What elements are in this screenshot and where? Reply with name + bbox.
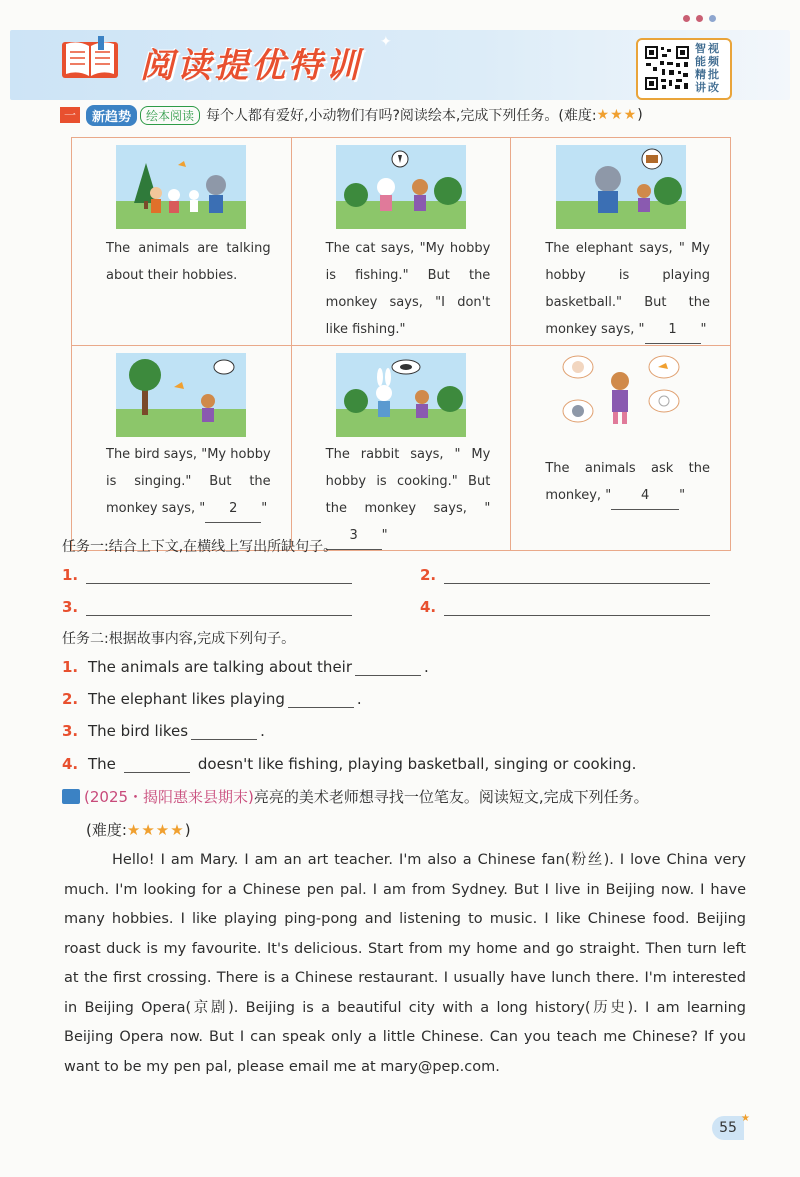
panel-text-part: " <box>261 501 268 516</box>
task2-blank-2[interactable] <box>288 693 354 708</box>
task2-text: . <box>260 722 265 740</box>
dot-decoration <box>709 15 716 22</box>
dot-decoration <box>696 15 703 22</box>
difficulty-close: ) <box>184 821 191 839</box>
story-panel <box>72 138 292 346</box>
answer-number: 1. <box>62 566 79 584</box>
section2-difficulty <box>86 819 191 840</box>
qr-char: 智 <box>695 42 706 55</box>
panel-text <box>511 455 730 510</box>
task2-heading: 任务二:根据故事内容,完成下列句子。 <box>62 631 296 647</box>
panel-text <box>511 235 730 344</box>
story-panel <box>72 346 292 551</box>
answer-line-3[interactable] <box>86 599 352 616</box>
qr-code-icon[interactable] <box>644 45 690 91</box>
story-panel <box>511 346 731 551</box>
difficulty-stars: ★★★ <box>596 107 638 123</box>
panel-text-part: The animals ask the monkey, " <box>545 461 710 503</box>
panel-text-part: The bird says, "My hobby is singing." But the monkey says, " <box>106 447 271 516</box>
page-title: 阅读提优特训 <box>140 46 362 86</box>
qr-panel[interactable] <box>636 38 732 100</box>
page-number: 55 <box>712 1116 744 1140</box>
qr-char: 精 <box>695 68 706 81</box>
answer-blank-1[interactable]: 1 <box>645 316 701 344</box>
answer-blank-4[interactable]: 4 <box>611 482 679 510</box>
task2-text: The elephant likes playing <box>88 690 285 708</box>
panel-text-part: " <box>381 528 388 543</box>
section-number: 一 <box>60 107 80 123</box>
difficulty-stars: ★★★★ <box>126 821 185 839</box>
panel-text-part: " <box>679 488 686 503</box>
animals-ask-monkey-picture <box>556 353 686 437</box>
answer-blank-3[interactable]: 3 <box>326 522 382 550</box>
panel-text: The animals are talking about their hobbies. <box>106 241 271 283</box>
elephant-basketball-picture <box>556 145 686 229</box>
star-icon: ★ <box>741 1113 750 1124</box>
task2-text: doesn't like fishing, playing basketball, singing or cooking. <box>197 755 637 773</box>
answer-number: 4. <box>420 598 437 616</box>
answer-number: 3. <box>62 598 79 616</box>
qr-char: 能 <box>695 55 706 68</box>
kids-and-elephant-picture <box>116 145 246 229</box>
answer-line-4[interactable] <box>444 599 710 616</box>
source-label: (2025・揭阳惠来县期末) <box>84 788 254 806</box>
task2-text: The animals are talking about their <box>88 658 353 676</box>
qr-char: 讲 <box>695 81 706 94</box>
panel-text <box>72 441 291 523</box>
task2-blank-4[interactable] <box>124 758 190 773</box>
panel-text-part: The rabbit says, " My hobby is cooking." But the monkey says, " <box>325 447 491 516</box>
qr-char: 批 <box>708 68 719 81</box>
reading-passage: Hello! I am Mary. I am an art teacher. I'm also a Chinese fan(粉丝). I love China very much. I'm looking for a Chinese pen pal. I am from Sydney. But I live in Beijing now. I have many hobbies. I like playing ping-pong and listening to music. I like Chinese food. Beijing roast duck is my favourite. It's delicious. Start from my home and go straight. Then turn left at the first crossing. There is a Chinese restaurant. I usually have lunch there. I'm interested in Beijing Opera(京剧). Beijing is a beautiful city with a long history(历史). I am learning Beijing Opera now. But I can speak only a little Chinese. Can you teach me Chinese? If you want to be my pen pal, please email me at mary@pep.com. <box>64 852 746 1075</box>
task2-blank-3[interactable] <box>191 725 257 740</box>
answer-number: 2. <box>420 566 437 584</box>
qr-char: 改 <box>708 81 719 94</box>
panel-text <box>292 441 511 550</box>
trend-badge: 新趋势 <box>86 105 137 126</box>
task2-text: The <box>88 755 116 773</box>
decor-dots <box>683 15 716 22</box>
answer-number: 2. <box>62 690 79 708</box>
task2-text: . <box>356 690 362 708</box>
picture-reading-tag: 绘本阅读 <box>140 106 200 125</box>
cat-fishing-picture <box>336 145 466 229</box>
rabbit-cooking-picture <box>336 353 466 437</box>
task2-blank-1[interactable] <box>355 661 421 676</box>
story-panel <box>291 138 511 346</box>
answer-number: 4. <box>62 755 79 773</box>
qr-char: 频 <box>708 55 719 68</box>
section2-heading <box>62 786 752 807</box>
panel-text-part: " <box>700 322 707 337</box>
task1-answer-3 <box>62 598 352 616</box>
answer-line-1[interactable] <box>86 567 352 584</box>
story-panel <box>291 346 511 551</box>
panel-text-part: The elephant says, " My hobby is playing basketball." But the monkey says, " <box>545 241 710 337</box>
prompt-close: ) <box>637 107 643 123</box>
task1-answer-2 <box>420 566 710 584</box>
answer-line-2[interactable] <box>444 567 710 584</box>
section2-badge-icon <box>62 789 80 804</box>
difficulty-label: (难度: <box>86 821 127 839</box>
task2-text: The bird likes <box>88 722 189 740</box>
picture-story-grid <box>71 137 731 551</box>
story-panel <box>511 138 731 346</box>
task2-item-2 <box>62 690 362 708</box>
task1-answer-1 <box>62 566 352 584</box>
dot-decoration <box>683 15 690 22</box>
task2-text: . <box>424 658 429 676</box>
task2-item-1 <box>62 658 429 676</box>
task2-item-3 <box>62 722 265 740</box>
sparkle-icon: ✦ <box>380 34 392 50</box>
answer-number: 3. <box>62 722 79 740</box>
qr-caption <box>694 42 728 94</box>
open-book-icon <box>60 36 120 82</box>
answer-blank-2[interactable]: 2 <box>205 495 261 523</box>
section2-prompt: 亮亮的美术老师想寻找一位笔友。阅读短文,完成下列任务。 <box>253 788 649 806</box>
task1-heading: 任务一:结合上下文,在横线上写出所缺句子。 <box>62 539 338 555</box>
task2-item-4 <box>62 755 636 773</box>
task1-answer-4 <box>420 598 710 616</box>
panel-text: The cat says, "My hobby is fishing." But the monkey says, "I don't like fishing." <box>325 241 491 337</box>
answer-number: 1. <box>62 658 79 676</box>
section1-heading <box>60 104 750 126</box>
bird-singing-picture <box>116 353 246 437</box>
qr-char: 视 <box>708 42 719 55</box>
section1-prompt: 每个人都有爱好,小动物们有吗?阅读绘本,完成下列任务。(难度: <box>206 108 597 124</box>
